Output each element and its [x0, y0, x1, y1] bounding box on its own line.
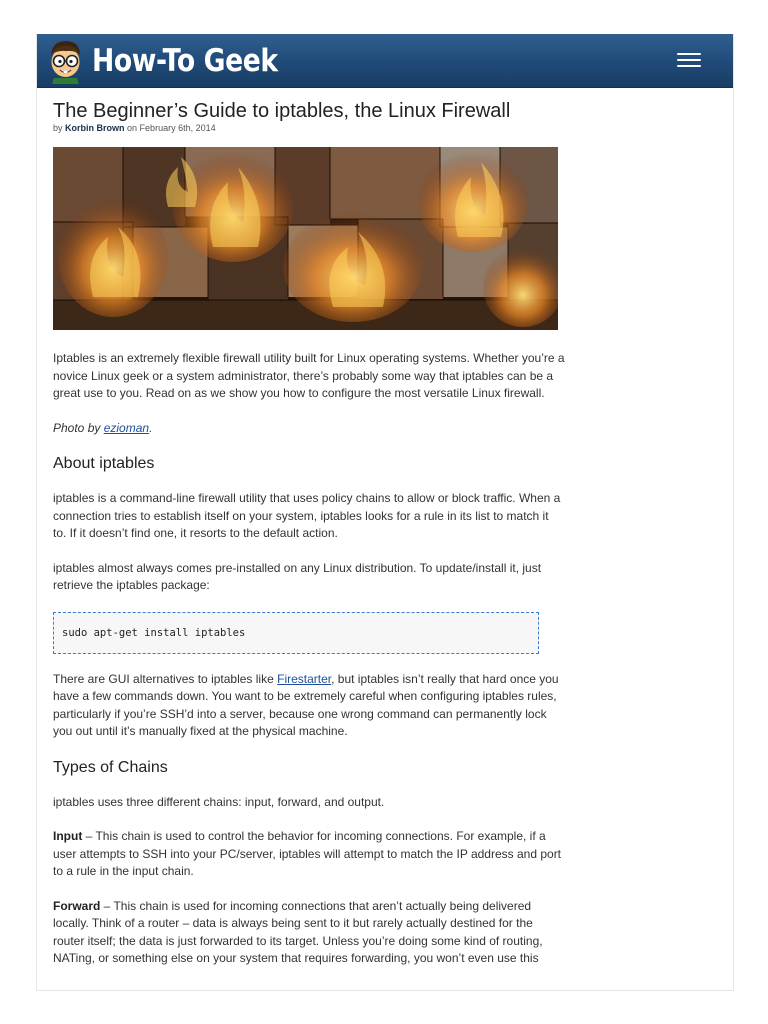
article-byline — [53, 123, 216, 133]
firestarter-link[interactable]: Firestarter — [277, 671, 332, 686]
hero-image — [53, 147, 558, 330]
forward-chain-label: Forward — [53, 898, 101, 913]
page-container — [36, 34, 734, 991]
author-link[interactable]: Korbin Brown — [65, 123, 125, 133]
chains-intro-paragraph: iptables uses three different chains: input, forward, and output. — [53, 794, 385, 809]
code-block[interactable]: sudo apt-get install iptables — [53, 612, 539, 654]
site-header — [37, 34, 733, 88]
geek-mascot-icon[interactable] — [45, 38, 85, 84]
menu-bar — [677, 65, 701, 67]
menu-bar — [677, 53, 701, 55]
photo-credit-suffix: . — [149, 420, 153, 435]
hamburger-menu-icon[interactable] — [675, 50, 703, 70]
section-heading-about: About iptables — [53, 455, 155, 472]
input-chain-paragraph — [53, 828, 565, 881]
forward-chain-text: – This chain is used for incoming connections that aren’t actually being delivered locally. Think of a router – data is always being sent to it but rarely actually destined for the router itself; the data is just forwarded to its target. Unless you’re doing some kind of routing, NATing, or something else on your system that requires forwarding, you won’t even use this — [53, 898, 543, 965]
photo-credit-prefix: Photo by — [53, 420, 104, 435]
input-chain-label: Input — [53, 829, 83, 843]
forward-chain-paragraph — [53, 898, 565, 968]
publish-date: on February 6th, 2014 — [127, 123, 216, 133]
article-title: The Beginner’s Guide to iptables, the Linux Firewall — [53, 100, 511, 122]
input-chain-text: – This chain is used to control the behavior for incoming connections. For example, if a user attempts to SSH into your PC/server, iptables will attempt to match the IP address and port to a rule in the input chain. — [53, 829, 562, 878]
article-body — [53, 350, 565, 985]
photo-author-link[interactable]: ezioman — [103, 420, 150, 435]
byline-prefix: by — [53, 123, 63, 133]
gui-text-before: There are GUI alternatives to iptables like — [53, 671, 278, 686]
section-heading-chains: Types of Chains — [53, 758, 168, 776]
site-logo[interactable]: How-To Geek — [92, 43, 278, 79]
photo-credit — [53, 420, 565, 438]
gui-text-after: , but iptables isn’t really that hard once you have a few commands down. You want to be extremely careful when configuring iptables rules, particularly if you’re SSH’d into a server, because one wrong command can permanently lock you out until it’s manually fixed at the physical machine. — [53, 671, 559, 738]
intro-paragraph: Iptables is an extremely flexible firewall utility built for Linux operating systems. Whether you’re a novice Linux geek or a system administrator, there’s probably some way that iptables can be a great use to you. Read on as we show you how to configure the most versatile Linux firewall. — [53, 351, 565, 400]
about-paragraph-1: iptables is a command-line firewall utility that uses policy chains to allow or block traffic. When a connection tries to establish itself on your system, iptables looks for a rule in its list to match it to. If it doesn’t find one, it resorts to the default action. — [53, 491, 561, 540]
about-paragraph-2: iptables almost always comes pre-installed on any Linux distribution. To update/install it, just retrieve the iptables package: — [53, 560, 542, 592]
gui-alternatives-paragraph — [53, 671, 565, 741]
menu-bar — [677, 59, 701, 61]
